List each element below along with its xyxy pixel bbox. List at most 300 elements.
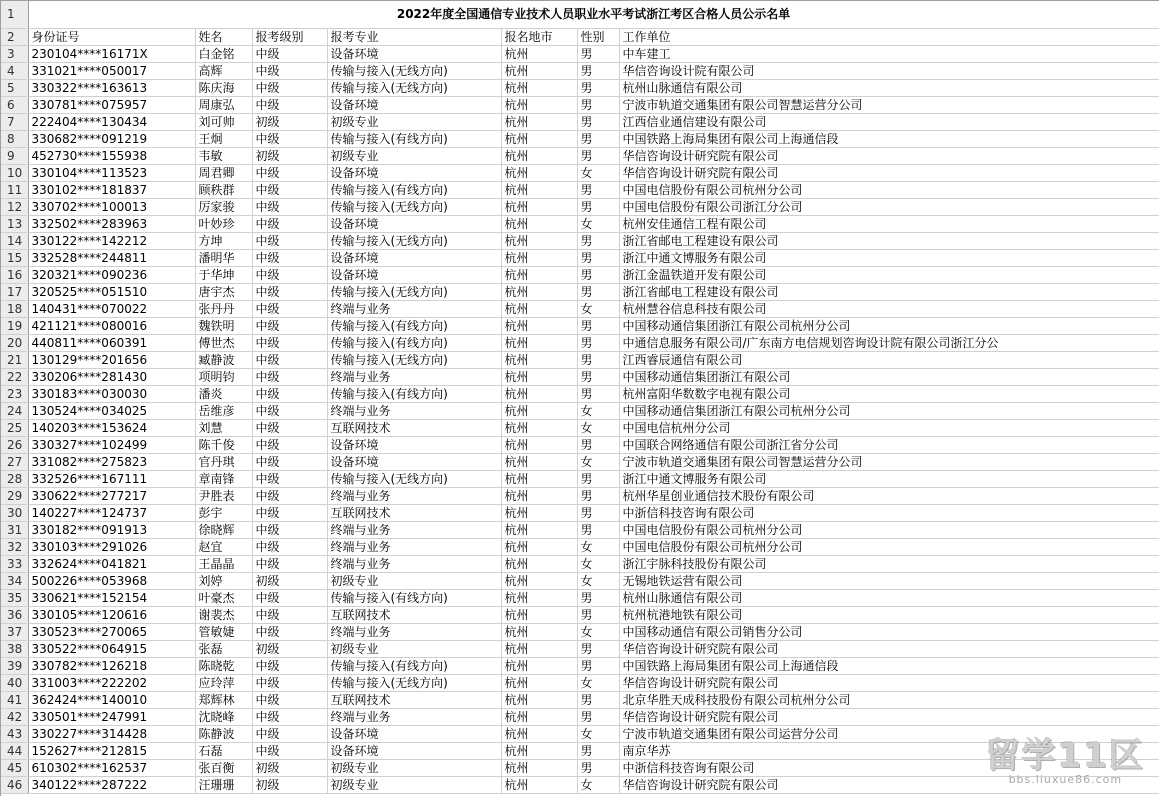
cell-city[interactable]: 杭州 [501,148,577,165]
cell-id-number[interactable]: 440811****060391 [28,335,195,352]
cell-level[interactable]: 中级 [252,63,327,80]
cell-name[interactable]: 王炯 [195,131,252,148]
cell-specialty[interactable]: 互联网技术 [327,607,501,624]
cell-id-number[interactable]: 152627****212815 [28,743,195,760]
cell-name[interactable]: 周君卿 [195,165,252,182]
cell-city[interactable]: 杭州 [501,182,577,199]
row-number[interactable]: 25 [1,420,28,437]
cell-name[interactable]: 项明钧 [195,369,252,386]
cell-id-number[interactable]: 330782****126218 [28,658,195,675]
cell-level[interactable]: 中级 [252,726,327,743]
cell-employer[interactable]: 杭州山脉通信有限公司 [619,80,1159,97]
cell-gender[interactable]: 女 [577,675,619,692]
cell-specialty[interactable]: 初级专业 [327,777,501,794]
cell-city[interactable]: 杭州 [501,692,577,709]
cell-name[interactable]: 魏铁明 [195,318,252,335]
cell-gender[interactable]: 男 [577,505,619,522]
cell-gender[interactable]: 男 [577,743,619,760]
cell-gender[interactable]: 男 [577,284,619,301]
cell-name[interactable]: 于华坤 [195,267,252,284]
cell-gender[interactable]: 男 [577,590,619,607]
cell-employer[interactable]: 中国移动通信有限公司销售分公司 [619,624,1159,641]
header-level[interactable]: 报考级别 [252,29,327,46]
cell-id-number[interactable]: 330322****163613 [28,80,195,97]
cell-employer[interactable]: 华信咨询设计院有限公司 [619,63,1159,80]
cell-specialty[interactable]: 传输与接入(有线方向) [327,318,501,335]
cell-employer[interactable]: 无锡地铁运营有限公司 [619,573,1159,590]
cell-gender[interactable]: 男 [577,97,619,114]
cell-specialty[interactable]: 设备环境 [327,46,501,63]
cell-employer[interactable]: 中通信息服务有限公司/广东南方电信规划咨询设计院有限公司浙江分公 [619,335,1159,352]
cell-level[interactable]: 中级 [252,624,327,641]
cell-employer[interactable]: 浙江金温铁道开发有限公司 [619,267,1159,284]
cell-gender[interactable]: 男 [577,199,619,216]
cell-specialty[interactable]: 设备环境 [327,437,501,454]
cell-specialty[interactable]: 终端与业务 [327,624,501,641]
cell-gender[interactable]: 女 [577,216,619,233]
cell-gender[interactable]: 女 [577,624,619,641]
row-number[interactable]: 3 [1,46,28,63]
cell-city[interactable]: 杭州 [501,63,577,80]
row-number[interactable]: 22 [1,369,28,386]
cell-level[interactable]: 初级 [252,777,327,794]
cell-name[interactable]: 沈晓峰 [195,709,252,726]
row-number[interactable]: 2 [1,29,28,46]
cell-level[interactable]: 中级 [252,386,327,403]
cell-id-number[interactable]: 331003****222202 [28,675,195,692]
cell-level[interactable]: 中级 [252,182,327,199]
cell-id-number[interactable]: 421121****080016 [28,318,195,335]
row-number[interactable]: 44 [1,743,28,760]
row-number[interactable]: 29 [1,488,28,505]
cell-specialty[interactable]: 传输与接入(无线方向) [327,471,501,488]
cell-name[interactable]: 徐晓辉 [195,522,252,539]
cell-id-number[interactable]: 330702****100013 [28,199,195,216]
row-number[interactable]: 34 [1,573,28,590]
cell-employer[interactable]: 杭州杭港地铁有限公司 [619,607,1159,624]
cell-employer[interactable]: 中国移动通信集团浙江有限公司杭州分公司 [619,318,1159,335]
cell-employer[interactable]: 杭州富阳华数数字电视有限公司 [619,386,1159,403]
cell-id-number[interactable]: 320321****090236 [28,267,195,284]
cell-specialty[interactable]: 初级专业 [327,641,501,658]
cell-name[interactable]: 赵宜 [195,539,252,556]
cell-employer[interactable]: 南京华苏 [619,743,1159,760]
cell-city[interactable]: 杭州 [501,352,577,369]
cell-city[interactable]: 杭州 [501,777,577,794]
cell-name[interactable]: 陈晓乾 [195,658,252,675]
cell-specialty[interactable]: 设备环境 [327,454,501,471]
cell-city[interactable]: 杭州 [501,250,577,267]
cell-name[interactable]: 陈千俊 [195,437,252,454]
cell-name[interactable]: 陈庆海 [195,80,252,97]
cell-employer[interactable]: 中国电信杭州分公司 [619,420,1159,437]
cell-city[interactable]: 杭州 [501,607,577,624]
row-number[interactable]: 40 [1,675,28,692]
cell-specialty[interactable]: 终端与业务 [327,369,501,386]
cell-employer[interactable]: 浙江中通文博服务有限公司 [619,250,1159,267]
cell-level[interactable]: 中级 [252,488,327,505]
cell-id-number[interactable]: 330206****281430 [28,369,195,386]
cell-id-number[interactable]: 330103****291026 [28,539,195,556]
cell-level[interactable]: 中级 [252,522,327,539]
cell-city[interactable]: 杭州 [501,403,577,420]
cell-name[interactable]: 潘炎 [195,386,252,403]
cell-gender[interactable]: 女 [577,403,619,420]
cell-specialty[interactable]: 设备环境 [327,97,501,114]
cell-employer[interactable]: 北京华胜天成科技股份有限公司杭州分公司 [619,692,1159,709]
cell-id-number[interactable]: 500226****053968 [28,573,195,590]
cell-level[interactable]: 中级 [252,97,327,114]
cell-specialty[interactable]: 传输与接入(无线方向) [327,80,501,97]
cell-name[interactable]: 韦敏 [195,148,252,165]
row-number[interactable]: 35 [1,590,28,607]
cell-employer[interactable]: 华信咨询设计研究院有限公司 [619,165,1159,182]
cell-gender[interactable]: 女 [577,165,619,182]
cell-employer[interactable]: 浙江省邮电工程建设有限公司 [619,284,1159,301]
cell-specialty[interactable]: 设备环境 [327,267,501,284]
cell-id-number[interactable]: 452730****155938 [28,148,195,165]
cell-specialty[interactable]: 初级专业 [327,148,501,165]
row-number[interactable]: 19 [1,318,28,335]
cell-id-number[interactable]: 331082****275823 [28,454,195,471]
cell-city[interactable]: 杭州 [501,165,577,182]
cell-level[interactable]: 初级 [252,148,327,165]
cell-name[interactable]: 顾秩群 [195,182,252,199]
cell-employer[interactable]: 浙江中通文博服务有限公司 [619,471,1159,488]
cell-city[interactable]: 杭州 [501,760,577,777]
cell-name[interactable]: 张磊 [195,641,252,658]
cell-level[interactable]: 中级 [252,165,327,182]
row-number[interactable]: 5 [1,80,28,97]
cell-id-number[interactable]: 330501****247991 [28,709,195,726]
cell-employer[interactable]: 杭州华星创业通信技术股份有限公司 [619,488,1159,505]
cell-employer[interactable]: 中国联合网络通信有限公司浙江省分公司 [619,437,1159,454]
cell-id-number[interactable]: 610302****162537 [28,760,195,777]
cell-gender[interactable]: 男 [577,641,619,658]
cell-level[interactable]: 中级 [252,80,327,97]
cell-level[interactable]: 中级 [252,335,327,352]
cell-city[interactable]: 杭州 [501,267,577,284]
cell-specialty[interactable]: 初级专业 [327,114,501,131]
cell-city[interactable]: 杭州 [501,335,577,352]
cell-name[interactable]: 潘明华 [195,250,252,267]
row-number[interactable]: 42 [1,709,28,726]
cell-name[interactable]: 唐宇杰 [195,284,252,301]
cell-id-number[interactable]: 140203****153624 [28,420,195,437]
cell-name[interactable]: 叶妙珍 [195,216,252,233]
cell-city[interactable]: 杭州 [501,522,577,539]
cell-specialty[interactable]: 传输与接入(有线方向) [327,335,501,352]
cell-name[interactable]: 官丹琪 [195,454,252,471]
header-specialty[interactable]: 报考专业 [327,29,501,46]
cell-gender[interactable]: 男 [577,335,619,352]
cell-specialty[interactable]: 传输与接入(有线方向) [327,131,501,148]
cell-id-number[interactable]: 330105****120616 [28,607,195,624]
cell-id-number[interactable]: 230104****16171X [28,46,195,63]
cell-city[interactable]: 杭州 [501,556,577,573]
cell-specialty[interactable]: 传输与接入(无线方向) [327,63,501,80]
cell-gender[interactable]: 男 [577,437,619,454]
cell-specialty[interactable]: 终端与业务 [327,301,501,318]
cell-employer[interactable]: 杭州慧谷信息科技有限公司 [619,301,1159,318]
cell-city[interactable]: 杭州 [501,301,577,318]
row-number[interactable]: 46 [1,777,28,794]
cell-gender[interactable]: 女 [577,573,619,590]
cell-name[interactable]: 彭宇 [195,505,252,522]
cell-gender[interactable]: 女 [577,556,619,573]
cell-specialty[interactable]: 终端与业务 [327,522,501,539]
cell-city[interactable]: 杭州 [501,284,577,301]
cell-gender[interactable]: 男 [577,760,619,777]
row-number[interactable]: 12 [1,199,28,216]
cell-id-number[interactable]: 222404****130434 [28,114,195,131]
cell-id-number[interactable]: 331021****050017 [28,63,195,80]
cell-id-number[interactable]: 332528****244811 [28,250,195,267]
cell-id-number[interactable]: 330104****113523 [28,165,195,182]
cell-level[interactable]: 中级 [252,369,327,386]
cell-city[interactable]: 杭州 [501,318,577,335]
cell-id-number[interactable]: 330522****064915 [28,641,195,658]
cell-city[interactable]: 杭州 [501,488,577,505]
cell-id-number[interactable]: 330122****142212 [28,233,195,250]
cell-city[interactable]: 杭州 [501,573,577,590]
cell-level[interactable]: 中级 [252,454,327,471]
cell-employer[interactable]: 中浙信科技咨询有限公司 [619,760,1159,777]
cell-name[interactable]: 厉家骏 [195,199,252,216]
cell-name[interactable]: 刘可帅 [195,114,252,131]
cell-level[interactable]: 中级 [252,709,327,726]
cell-city[interactable]: 杭州 [501,539,577,556]
cell-level[interactable]: 中级 [252,675,327,692]
cell-id-number[interactable]: 330781****075957 [28,97,195,114]
cell-city[interactable]: 杭州 [501,46,577,63]
cell-specialty[interactable]: 互联网技术 [327,505,501,522]
cell-id-number[interactable]: 332502****283963 [28,216,195,233]
row-number[interactable]: 30 [1,505,28,522]
cell-id-number[interactable]: 140227****124737 [28,505,195,522]
cell-name[interactable]: 王晶晶 [195,556,252,573]
cell-level[interactable]: 中级 [252,658,327,675]
cell-employer[interactable]: 中国电信股份有限公司浙江分公司 [619,199,1159,216]
row-number[interactable]: 26 [1,437,28,454]
cell-level[interactable]: 中级 [252,233,327,250]
cell-level[interactable]: 中级 [252,437,327,454]
cell-employer[interactable]: 中国移动通信集团浙江有限公司杭州分公司 [619,403,1159,420]
cell-city[interactable]: 杭州 [501,386,577,403]
row-number[interactable]: 6 [1,97,28,114]
cell-level[interactable]: 中级 [252,216,327,233]
cell-id-number[interactable]: 330682****091219 [28,131,195,148]
row-number[interactable]: 36 [1,607,28,624]
cell-gender[interactable]: 女 [577,726,619,743]
cell-specialty[interactable]: 终端与业务 [327,709,501,726]
cell-gender[interactable]: 女 [577,420,619,437]
cell-specialty[interactable]: 互联网技术 [327,692,501,709]
cell-gender[interactable]: 男 [577,182,619,199]
cell-gender[interactable]: 男 [577,692,619,709]
cell-name[interactable]: 石磊 [195,743,252,760]
cell-specialty[interactable]: 传输与接入(有线方向) [327,386,501,403]
cell-specialty[interactable]: 设备环境 [327,216,501,233]
cell-city[interactable]: 杭州 [501,471,577,488]
cell-city[interactable]: 杭州 [501,199,577,216]
row-number[interactable]: 41 [1,692,28,709]
cell-id-number[interactable]: 140431****070022 [28,301,195,318]
cell-employer[interactable]: 华信咨询设计研究院有限公司 [619,709,1159,726]
header-name[interactable]: 姓名 [195,29,252,46]
row-number[interactable]: 14 [1,233,28,250]
row-number[interactable]: 39 [1,658,28,675]
cell-name[interactable]: 章南锋 [195,471,252,488]
header-id-number[interactable]: 身份证号 [28,29,195,46]
cell-level[interactable]: 中级 [252,284,327,301]
cell-id-number[interactable]: 340122****287222 [28,777,195,794]
cell-employer[interactable]: 浙江宇脉科技股份有限公司 [619,556,1159,573]
cell-name[interactable]: 叶豪杰 [195,590,252,607]
cell-city[interactable]: 杭州 [501,80,577,97]
cell-employer[interactable]: 华信咨询设计研究院有限公司 [619,675,1159,692]
row-number[interactable]: 11 [1,182,28,199]
cell-city[interactable]: 杭州 [501,726,577,743]
cell-id-number[interactable]: 330523****270065 [28,624,195,641]
cell-specialty[interactable]: 设备环境 [327,250,501,267]
cell-gender[interactable]: 男 [577,658,619,675]
cell-name[interactable]: 周康弘 [195,97,252,114]
cell-city[interactable]: 杭州 [501,369,577,386]
cell-city[interactable]: 杭州 [501,505,577,522]
cell-gender[interactable]: 男 [577,46,619,63]
cell-level[interactable]: 中级 [252,131,327,148]
cell-id-number[interactable]: 362424****140010 [28,692,195,709]
cell-employer[interactable]: 杭州安佳通信工程有限公司 [619,216,1159,233]
cell-level[interactable]: 中级 [252,318,327,335]
cell-gender[interactable]: 男 [577,148,619,165]
cell-employer[interactable]: 华信咨询设计研究院有限公司 [619,777,1159,794]
cell-gender[interactable]: 男 [577,63,619,80]
row-number[interactable]: 18 [1,301,28,318]
row-number[interactable]: 31 [1,522,28,539]
cell-gender[interactable]: 女 [577,777,619,794]
cell-city[interactable]: 杭州 [501,641,577,658]
cell-employer[interactable]: 华信咨询设计研究院有限公司 [619,641,1159,658]
cell-city[interactable]: 杭州 [501,420,577,437]
cell-name[interactable]: 张百衡 [195,760,252,777]
cell-name[interactable]: 张丹丹 [195,301,252,318]
cell-employer[interactable]: 浙江省邮电工程建设有限公司 [619,233,1159,250]
cell-name[interactable]: 尹胜表 [195,488,252,505]
cell-name[interactable]: 岳维彦 [195,403,252,420]
cell-level[interactable]: 中级 [252,420,327,437]
cell-specialty[interactable]: 初级专业 [327,573,501,590]
cell-name[interactable]: 刘婷 [195,573,252,590]
cell-city[interactable]: 杭州 [501,114,577,131]
cell-city[interactable]: 杭州 [501,233,577,250]
cell-level[interactable]: 中级 [252,590,327,607]
cell-specialty[interactable]: 互联网技术 [327,420,501,437]
cell-id-number[interactable]: 330622****277217 [28,488,195,505]
row-number[interactable]: 20 [1,335,28,352]
row-number[interactable]: 7 [1,114,28,131]
cell-specialty[interactable]: 设备环境 [327,726,501,743]
cell-name[interactable]: 应玲萍 [195,675,252,692]
cell-gender[interactable]: 女 [577,539,619,556]
cell-name[interactable]: 陈静波 [195,726,252,743]
cell-city[interactable]: 杭州 [501,658,577,675]
row-number[interactable]: 23 [1,386,28,403]
cell-city[interactable]: 杭州 [501,131,577,148]
cell-specialty[interactable]: 终端与业务 [327,539,501,556]
cell-gender[interactable]: 男 [577,488,619,505]
cell-level[interactable]: 中级 [252,46,327,63]
cell-employer[interactable]: 中国铁路上海局集团有限公司上海通信段 [619,131,1159,148]
cell-employer[interactable]: 中浙信科技咨询有限公司 [619,505,1159,522]
header-gender[interactable]: 性别 [577,29,619,46]
cell-employer[interactable]: 中国铁路上海局集团有限公司上海通信段 [619,658,1159,675]
cell-level[interactable]: 中级 [252,471,327,488]
cell-gender[interactable]: 男 [577,709,619,726]
cell-level[interactable]: 中级 [252,505,327,522]
cell-id-number[interactable]: 330227****314428 [28,726,195,743]
cell-id-number[interactable]: 320525****051510 [28,284,195,301]
cell-gender[interactable]: 女 [577,454,619,471]
cell-gender[interactable]: 男 [577,267,619,284]
cell-specialty[interactable]: 传输与接入(无线方向) [327,233,501,250]
cell-id-number[interactable]: 330327****102499 [28,437,195,454]
cell-level[interactable]: 中级 [252,692,327,709]
cell-specialty[interactable]: 传输与接入(有线方向) [327,658,501,675]
cell-name[interactable]: 汪珊珊 [195,777,252,794]
cell-id-number[interactable]: 330183****030030 [28,386,195,403]
cell-gender[interactable]: 男 [577,318,619,335]
cell-gender[interactable]: 男 [577,80,619,97]
cell-gender[interactable]: 男 [577,369,619,386]
cell-employer[interactable]: 中国电信股份有限公司杭州分公司 [619,539,1159,556]
row-number[interactable]: 43 [1,726,28,743]
cell-specialty[interactable]: 设备环境 [327,743,501,760]
cell-name[interactable]: 傅世杰 [195,335,252,352]
cell-specialty[interactable]: 传输与接入(无线方向) [327,284,501,301]
cell-city[interactable]: 杭州 [501,675,577,692]
header-employer[interactable]: 工作单位 [619,29,1159,46]
sheet-title[interactable]: 2022年度全国通信专业技术人员职业水平考试浙江考区合格人员公示名单 [28,1,1159,29]
cell-id-number[interactable]: 130129****201656 [28,352,195,369]
row-number[interactable]: 27 [1,454,28,471]
row-number[interactable]: 13 [1,216,28,233]
cell-level[interactable]: 中级 [252,267,327,284]
cell-level[interactable]: 中级 [252,556,327,573]
header-city[interactable]: 报名地市 [501,29,577,46]
cell-level[interactable]: 中级 [252,403,327,420]
cell-employer[interactable]: 中车建工 [619,46,1159,63]
cell-city[interactable]: 杭州 [501,743,577,760]
cell-specialty[interactable]: 传输与接入(无线方向) [327,199,501,216]
cell-level[interactable]: 初级 [252,760,327,777]
cell-specialty[interactable]: 终端与业务 [327,403,501,420]
row-number[interactable]: 4 [1,63,28,80]
cell-level[interactable]: 中级 [252,743,327,760]
cell-employer[interactable]: 宁波市轨道交通集团有限公司智慧运营分公司 [619,454,1159,471]
cell-level[interactable]: 初级 [252,114,327,131]
cell-gender[interactable]: 男 [577,250,619,267]
cell-specialty[interactable]: 终端与业务 [327,488,501,505]
cell-city[interactable]: 杭州 [501,590,577,607]
cell-name[interactable]: 白金铭 [195,46,252,63]
cell-gender[interactable]: 男 [577,114,619,131]
cell-name[interactable]: 谢裴杰 [195,607,252,624]
cell-id-number[interactable]: 332624****041821 [28,556,195,573]
cell-level[interactable]: 中级 [252,250,327,267]
cell-id-number[interactable]: 332526****167111 [28,471,195,488]
